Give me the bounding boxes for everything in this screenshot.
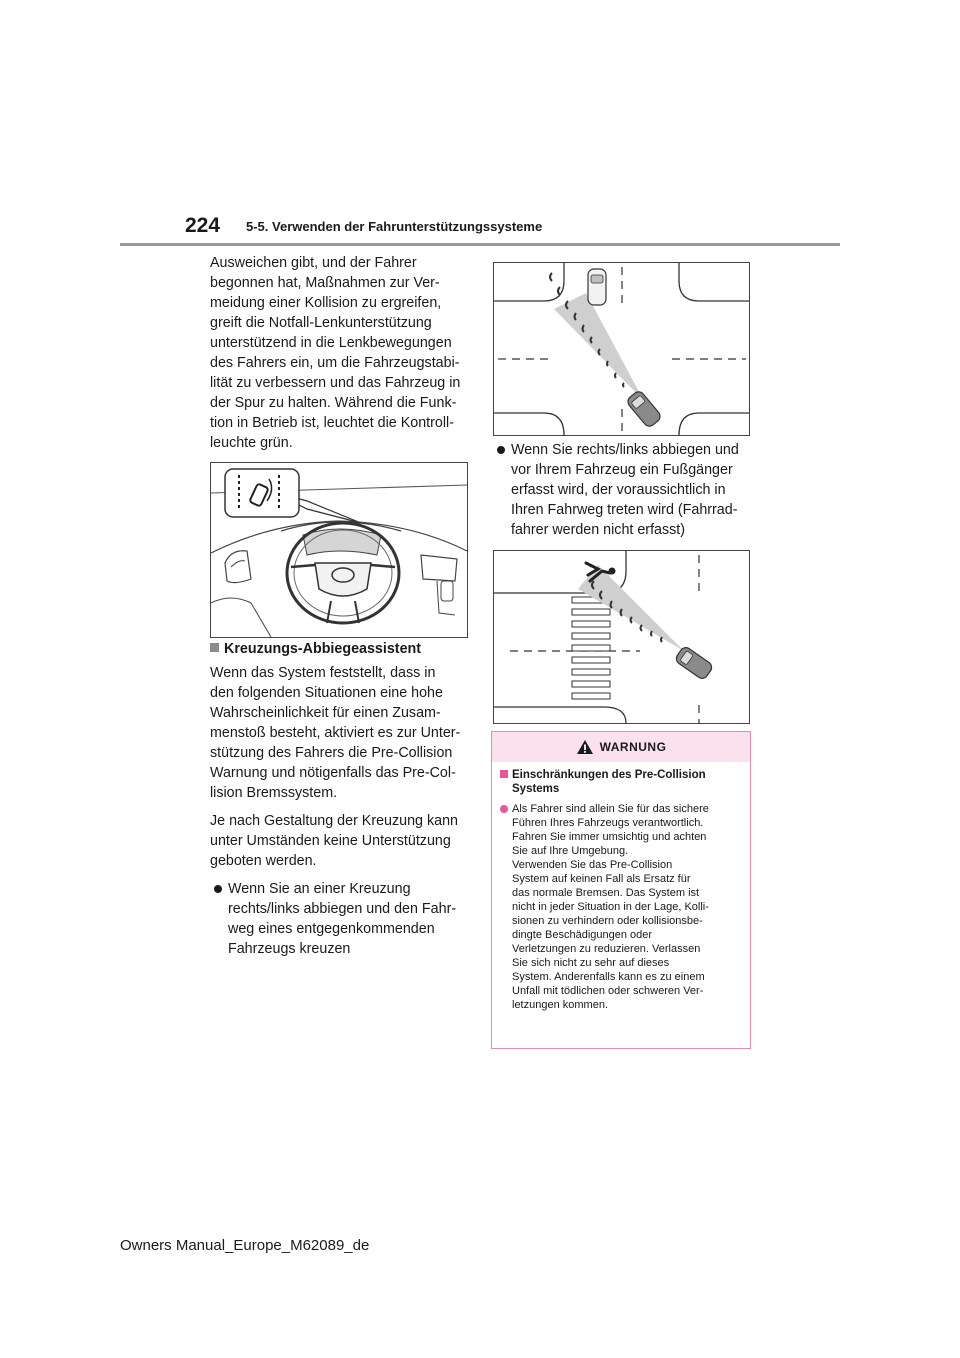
text-line: weg eines entgegenkommenden: [228, 921, 435, 937]
header-rule: [120, 243, 840, 246]
bullet-dot-icon: [214, 885, 222, 893]
warning-body: [492, 762, 750, 1012]
text-line: erfasst wird, der voraussichtlich in: [511, 482, 726, 498]
steering-assist-figure: [210, 462, 468, 638]
warning-text: [500, 802, 742, 1012]
text-line: Unfall mit tödlichen oder schweren Ver-: [512, 985, 704, 997]
text-line: dingte Beschädigungen oder: [512, 929, 653, 941]
text-line: Fahrzeugs kreuzen: [228, 941, 351, 957]
intro-paragraph: [210, 253, 472, 453]
text-line: stützung des Fahrers die Pre-Collision: [210, 745, 453, 761]
text-line: menstoß besteht, aktiviert es zur Unter-: [210, 725, 461, 741]
text-line: Wenn das System feststellt, dass in: [210, 665, 436, 681]
bullet-item: [493, 440, 755, 540]
text-line: Je nach Gestaltung der Kreuzung kann: [210, 813, 458, 829]
text-line: Einschränkungen des Pre-Collision: [512, 769, 706, 781]
text-line: greift die Notfall-Lenkunterstützung: [210, 315, 432, 331]
text-line: unter Umständen keine Unterstützung: [210, 833, 451, 849]
intersection-pedestrian-figure: [493, 550, 750, 724]
text-line: lität zu verbessern und das Fahrzeug in: [210, 375, 461, 391]
text-line: Verwenden Sie das Pre-Collision: [512, 859, 673, 871]
text-line: Systems: [512, 783, 560, 795]
text-line: Sie sich nicht zu sehr auf dieses: [512, 957, 670, 969]
text-line: Verletzungen zu reduzieren. Verlassen: [512, 943, 701, 955]
text-line: System. Anderenfalls kann es zu einem: [512, 971, 705, 983]
square-bullet-icon: [210, 643, 219, 652]
text-line: Fahren Sie immer umsichtig und achten: [512, 831, 707, 843]
text-line: Wahrscheinlichkeit für einen Zusam-: [210, 705, 441, 721]
text-line: das normale Bremsen. Das System ist: [512, 887, 700, 899]
text-line: Warnung und nötigenfalls das Pre-Col-: [210, 765, 456, 781]
left-column: [210, 253, 472, 461]
paragraph: [210, 811, 472, 871]
text-line: vor Ihrem Fahrzeug ein Fußgänger: [511, 462, 733, 478]
text-line: Sie auf Ihre Umgebung.: [512, 845, 629, 857]
text-line: Führen Ihres Fahrzeugs verantwortlich.: [512, 817, 704, 829]
text-line: der Spur zu halten. Während die Funk-: [210, 395, 457, 411]
text-line: System auf keinen Fall als Ersatz für: [512, 873, 691, 885]
text-line: letzungen kommen.: [512, 999, 608, 1011]
text-line: Wenn Sie an einer Kreuzung: [228, 881, 411, 897]
text-line: geboten werden.: [210, 853, 317, 869]
intersection-oncoming-figure: [493, 262, 750, 436]
text-line: unterstützend in die Lenkbewegungen: [210, 335, 452, 351]
text-line: Wenn Sie rechts/links abbiegen und: [511, 442, 739, 458]
section-heading: [210, 639, 472, 659]
warning-label: WARNUNG: [599, 740, 667, 754]
warning-triangle-icon: [576, 739, 594, 755]
section-title: 5-5. Verwenden der Fahrunterstützungssysteme: [246, 219, 543, 234]
paragraph: [210, 663, 472, 803]
dashboard-illustration: [211, 463, 467, 637]
text-line: des Fahrers ein, um die Fahrzeugstabi-: [210, 355, 460, 371]
left-column-lower: [210, 639, 472, 967]
text-line: Ausweichen gibt, und der Fahrer: [210, 255, 417, 271]
text-line: nicht in jeder Situation in der Lage, Kolli-: [512, 901, 709, 913]
warning-header: [492, 732, 750, 762]
bullet-dot-icon: [500, 805, 508, 813]
text-line: lision Bremssystem.: [210, 785, 338, 801]
footer-text: Owners Manual_Europe_M62089_de: [120, 1237, 370, 1254]
page-number: 224: [185, 214, 221, 237]
text-line: tion in Betrieb ist, leuchtet die Kontroll-: [210, 415, 454, 431]
square-bullet-icon: [500, 770, 508, 778]
text-line: meidung einer Kollision zu ergreifen,: [210, 295, 442, 311]
intersection-illustration: [494, 263, 749, 435]
text-line: leuchte grün.: [210, 435, 293, 451]
text-line: Ihren Fahrweg treten wird (Fahrrad-: [511, 502, 738, 518]
warning-box: [491, 731, 751, 1049]
text-line: begonnen hat, Maßnahmen zur Ver-: [210, 275, 440, 291]
right-column: [493, 440, 755, 548]
text-line: den folgenden Situationen eine hohe: [210, 685, 443, 701]
warning-heading: [500, 768, 742, 796]
text-line: rechts/links abbiegen und den Fahr-: [228, 901, 457, 917]
section-heading-text: Kreuzungs-Abbiegeassistent: [224, 641, 422, 657]
pedestrian-illustration: [494, 551, 749, 723]
bullet-item: [210, 879, 472, 959]
text-line: Als Fahrer sind allein Sie für das sichere: [512, 803, 709, 815]
text-line: sionen zu verhindern oder kollisionsbe-: [512, 915, 703, 927]
bullet-dot-icon: [497, 446, 505, 454]
text-line: fahrer werden nicht erfasst): [511, 522, 686, 538]
